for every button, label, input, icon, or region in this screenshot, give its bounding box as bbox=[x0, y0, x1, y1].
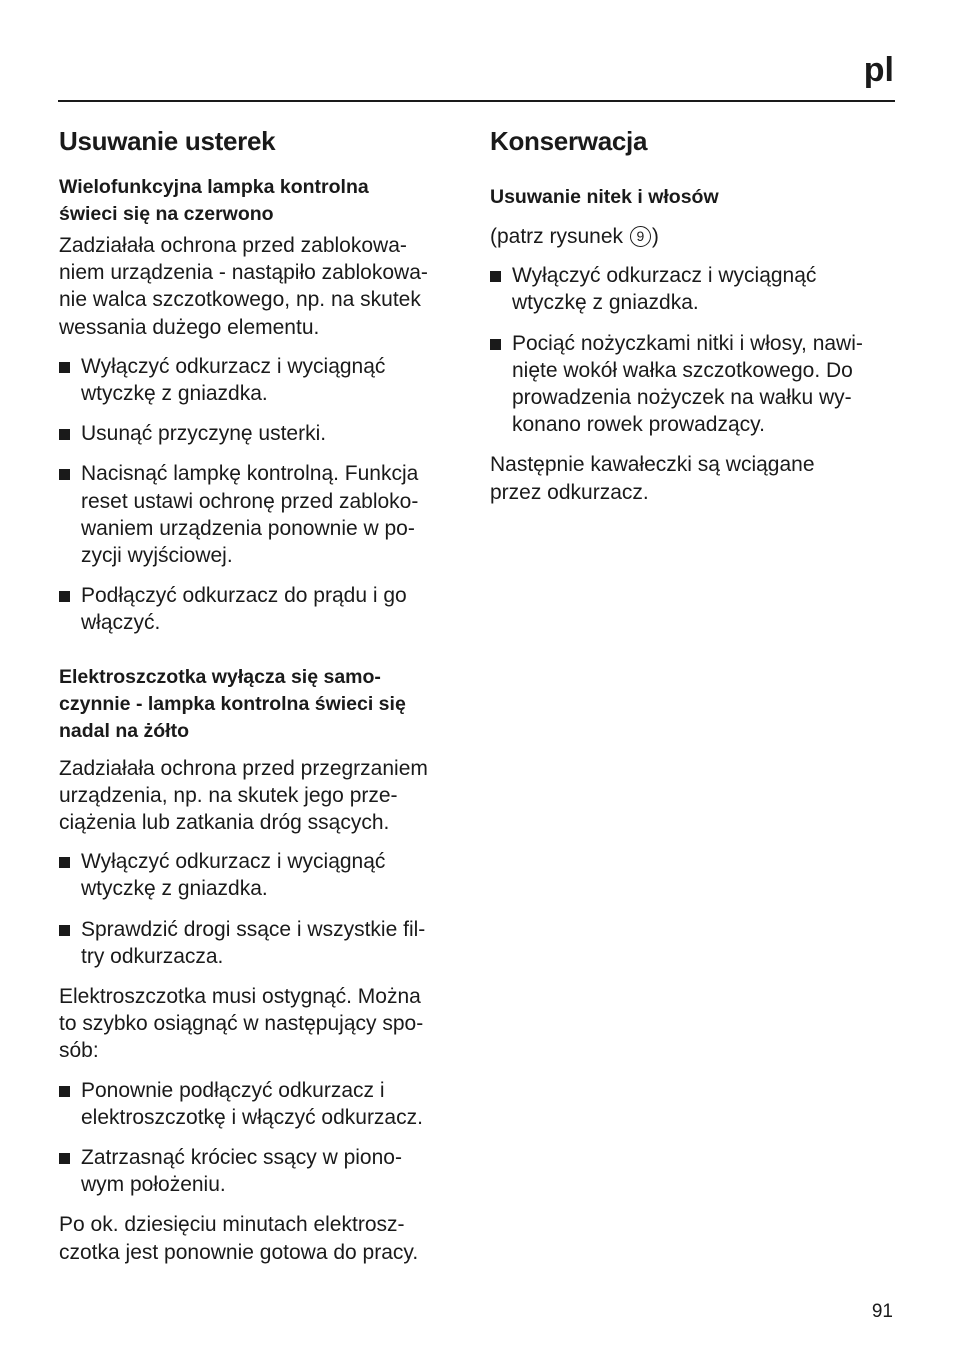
square-bullet-icon bbox=[490, 339, 501, 350]
square-bullet-icon bbox=[59, 429, 70, 440]
square-bullet-icon bbox=[59, 469, 70, 480]
paragraph: Zadziałała ochrona przed przegrzaniem urządzenia, np. na skutek jego prze- ciążenia lub zatkania dróg ssących. bbox=[59, 756, 428, 835]
bullet-list bbox=[59, 848, 464, 970]
square-bullet-icon bbox=[59, 591, 70, 602]
list-item: Pociąć nożyczkami nitki i włosy, nawi- nięte wokół wałka szczotkowego. Do prowadzenia nożyczek na wałku wy- konano rowek prowadzący. bbox=[490, 330, 895, 439]
list-item: Zatrzasnąć króciec ssący w piono- wym położeniu. bbox=[59, 1144, 464, 1198]
section-title-maintenance: Konserwacja bbox=[490, 126, 648, 156]
paragraph: Po ok. dziesięciu minutach elektrosz- czotka jest ponownie gotowa do pracy. bbox=[59, 1213, 419, 1264]
square-bullet-icon bbox=[490, 271, 501, 282]
subsection-heading-brush-off: Elektroszczotka wyłącza się samo- czynnie - lampka kontrolna świeci się nadal na żółto bbox=[59, 665, 406, 742]
list-item: Podłączyć odkurzacz do prądu i go włączyć. bbox=[59, 582, 464, 636]
square-bullet-icon bbox=[59, 1086, 70, 1097]
page-number: 91 bbox=[871, 1301, 893, 1322]
subsection-heading-threads-hair: Usuwanie nitek i włosów bbox=[490, 186, 719, 208]
header-rule bbox=[58, 100, 895, 102]
paragraph: Zadziałała ochrona przed zablokowa- niem urządzenia - nastąpiło zablokowa- nie walca szczotkowego, np. na skutek wessania dużego elementu. bbox=[59, 234, 428, 339]
list-item: Usunąć przyczynę usterki. bbox=[59, 420, 464, 447]
subsection-heading-red-lamp: Wielofunkcyjna lampka kontrolna świeci się na czerwono bbox=[59, 176, 369, 225]
square-bullet-icon bbox=[59, 362, 70, 373]
list-item: Sprawdzić drogi ssące i wszystkie fil- try odkurzacza. bbox=[59, 916, 464, 970]
square-bullet-icon bbox=[59, 1153, 70, 1164]
paragraph: Elektroszczotka musi ostygnąć. Można to szybko osiągnąć w następujący spo- sób: bbox=[59, 985, 424, 1063]
bullet-list bbox=[59, 1077, 464, 1199]
right-column bbox=[490, 122, 895, 518]
bullet-list bbox=[490, 262, 895, 438]
list-item: Wyłączyć odkurzacz i wyciągnąć wtyczkę z gniazdka. bbox=[490, 262, 895, 316]
list-item: Wyłączyć odkurzacz i wyciągnąć wtyczkę z gniazdka. bbox=[59, 848, 464, 902]
language-code: pl bbox=[863, 51, 894, 89]
square-bullet-icon bbox=[59, 925, 70, 936]
list-item: Nacisnąć lampkę kontrolną. Funkcja reset ustawi ochronę przed zabloko- waniem urządzenia ponownie w po- zycji wyjściowej. bbox=[59, 460, 464, 569]
list-item: Wyłączyć odkurzacz i wyciągnąć wtyczkę z gniazdka. bbox=[59, 353, 464, 407]
paragraph: Następnie kawałeczki są wciągane przez odkurzacz. bbox=[490, 453, 815, 504]
section-title-troubleshooting: Usuwanie usterek bbox=[59, 126, 276, 156]
bullet-list bbox=[59, 353, 464, 637]
square-bullet-icon bbox=[59, 857, 70, 868]
figure-number-badge: 9 bbox=[630, 226, 651, 247]
list-item: Ponownie podłączyć odkurzacz i elektroszczotkę i włączyć odkurzacz. bbox=[59, 1077, 464, 1131]
figure-reference: (patrz rysunek 9 ) bbox=[490, 225, 659, 248]
left-column bbox=[59, 122, 464, 1278]
